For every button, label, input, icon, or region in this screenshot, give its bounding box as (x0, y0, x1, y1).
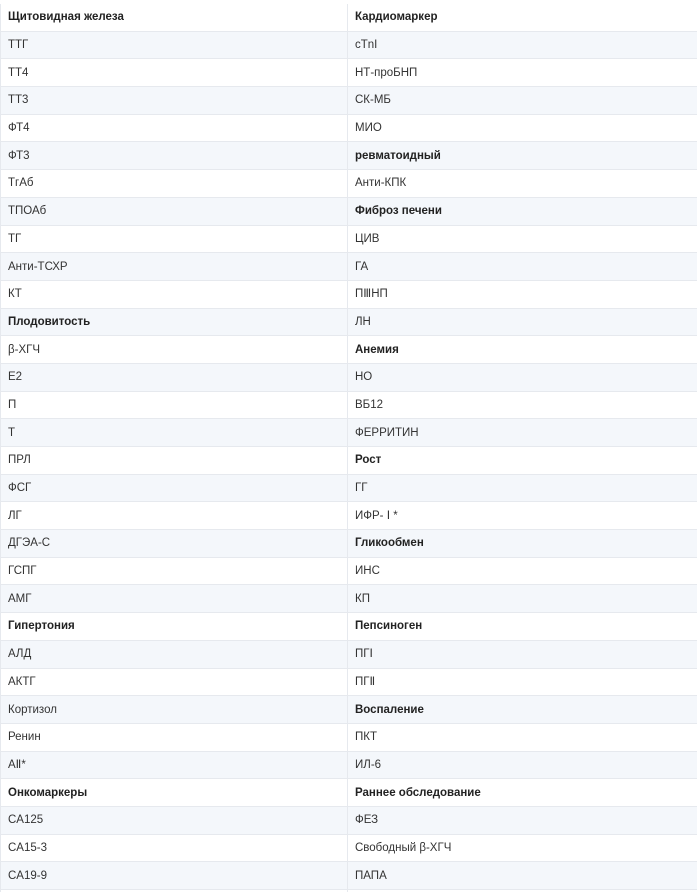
left-cell (1, 170, 348, 198)
right-cell (348, 4, 697, 31)
table-row (1, 225, 697, 253)
left-cell (1, 723, 348, 751)
right-cell (348, 834, 697, 862)
marker-label: НТ-проБНП (355, 66, 418, 79)
category-heading: Рост (355, 454, 382, 467)
table-row (1, 87, 697, 115)
right-cell (348, 723, 697, 751)
table-row (1, 474, 697, 502)
marker-label: ФТ3 (8, 149, 30, 162)
category-heading: Плодовитость (8, 315, 91, 328)
marker-label: cTnI (355, 39, 378, 52)
left-cell (1, 59, 348, 87)
marker-label: ФЕРРИТИН (355, 426, 419, 439)
marker-label: ЛГ (8, 509, 22, 522)
right-cell (348, 779, 697, 807)
marker-label: ПРЛ (8, 454, 31, 467)
table-row (1, 779, 697, 807)
table-row (1, 557, 697, 585)
left-cell (1, 640, 348, 668)
left-cell (1, 751, 348, 779)
table-row (1, 419, 697, 447)
table-row (1, 59, 697, 87)
category-heading: ревматоидный (355, 149, 441, 162)
right-cell (348, 363, 697, 391)
table-row (1, 4, 697, 31)
right-cell (348, 751, 697, 779)
table-row (1, 280, 697, 308)
table-row (1, 253, 697, 281)
table-row (1, 668, 697, 696)
right-cell (348, 502, 697, 530)
marker-label: ПⅢНП (355, 288, 388, 301)
marker-label: НО (355, 371, 373, 384)
left-cell (1, 280, 348, 308)
table-row (1, 363, 697, 391)
left-cell (1, 419, 348, 447)
marker-label: ТгАб (8, 177, 34, 190)
right-cell (348, 114, 697, 142)
markers-table-body (1, 4, 697, 892)
right-cell (348, 447, 697, 475)
left-cell (1, 530, 348, 558)
markers-table (0, 4, 697, 892)
marker-label: ФСГ (8, 482, 32, 495)
right-cell (348, 696, 697, 724)
right-cell (348, 308, 697, 336)
right-cell (348, 280, 697, 308)
marker-label: ГА (355, 260, 369, 273)
marker-label: ВБ12 (355, 398, 384, 411)
right-cell (348, 806, 697, 834)
marker-label: П (8, 398, 17, 411)
marker-label: Кортизол (8, 703, 57, 716)
left-cell (1, 31, 348, 59)
table-row (1, 585, 697, 613)
left-cell (1, 391, 348, 419)
left-cell (1, 613, 348, 641)
marker-label: ТТ3 (8, 94, 29, 107)
category-heading: Раннее обследование (355, 786, 481, 799)
left-cell (1, 336, 348, 364)
category-heading: Фиброз печени (355, 205, 442, 218)
marker-label: ФЕЗ (355, 814, 379, 827)
table-row (1, 862, 697, 890)
marker-label: КТ (8, 288, 22, 301)
right-cell (348, 613, 697, 641)
left-cell (1, 308, 348, 336)
right-cell (348, 585, 697, 613)
left-cell (1, 142, 348, 170)
left-cell (1, 225, 348, 253)
right-cell (348, 391, 697, 419)
right-cell (348, 225, 697, 253)
marker-label: CA125 (8, 814, 44, 827)
category-heading: Гипертония (8, 620, 75, 633)
table-row (1, 723, 697, 751)
marker-label: ПАПА (355, 869, 387, 882)
category-heading: Гликообмен (355, 537, 424, 550)
marker-label: ТТГ (8, 39, 29, 52)
marker-label: ПГⅠ (355, 648, 373, 661)
right-cell (348, 640, 697, 668)
marker-label: ЦИВ (355, 232, 380, 245)
table-row (1, 834, 697, 862)
table-row (1, 170, 697, 198)
marker-label: Е2 (8, 371, 23, 384)
left-cell (1, 806, 348, 834)
right-cell (348, 31, 697, 59)
marker-label: β-ХГЧ (8, 343, 41, 356)
table-row (1, 31, 697, 59)
marker-label: ЛН (355, 315, 371, 328)
table-row (1, 114, 697, 142)
marker-label: ИФР- Ⅰ * (355, 509, 398, 522)
marker-label: ПГⅡ (355, 675, 376, 688)
right-cell (348, 862, 697, 890)
category-heading: Воспаление (355, 703, 424, 716)
marker-label: CA15-3 (8, 841, 47, 854)
marker-label: ТПОАб (8, 205, 47, 218)
category-heading: Щитовидная железа (8, 11, 124, 24)
left-cell (1, 696, 348, 724)
right-cell (348, 336, 697, 364)
category-heading: Кардиомаркер (355, 11, 438, 24)
table-row (1, 806, 697, 834)
right-cell (348, 197, 697, 225)
left-cell (1, 447, 348, 475)
marker-label: ПКТ (355, 731, 377, 744)
right-cell (348, 170, 697, 198)
table-row (1, 391, 697, 419)
right-cell (348, 557, 697, 585)
table-row (1, 197, 697, 225)
right-cell (348, 253, 697, 281)
marker-label: ДГЭА-С (8, 537, 51, 550)
left-cell (1, 834, 348, 862)
right-cell (348, 142, 697, 170)
marker-label: ИЛ-6 (355, 758, 382, 771)
left-cell (1, 585, 348, 613)
left-cell (1, 197, 348, 225)
marker-label: КП (355, 592, 370, 605)
marker-label: СК-МБ (355, 94, 391, 107)
left-cell (1, 114, 348, 142)
marker-label: Ренин (8, 731, 41, 744)
marker-label: Анти-КПК (355, 177, 407, 190)
left-cell (1, 862, 348, 890)
left-cell (1, 557, 348, 585)
marker-label: ГСПГ (8, 565, 37, 578)
marker-label: Свободный β-ХГЧ (355, 841, 452, 854)
marker-label: АКТГ (8, 675, 36, 688)
category-heading: Онкомаркеры (8, 786, 88, 799)
right-cell (348, 530, 697, 558)
table-row (1, 308, 697, 336)
right-cell (348, 419, 697, 447)
left-cell (1, 4, 348, 31)
table-row (1, 640, 697, 668)
marker-label: ГГ (355, 482, 368, 495)
table-row (1, 142, 697, 170)
left-cell (1, 363, 348, 391)
marker-label: ТГ (8, 232, 22, 245)
left-cell (1, 87, 348, 115)
marker-label: ИНС (355, 565, 380, 578)
marker-label: МИО (355, 122, 382, 135)
right-cell (348, 87, 697, 115)
marker-label: Т (8, 426, 16, 439)
table-row (1, 613, 697, 641)
category-heading: Анемия (355, 343, 399, 356)
marker-label: CA19-9 (8, 869, 47, 882)
marker-label: АМГ (8, 592, 32, 605)
marker-label: ТТ4 (8, 66, 29, 79)
table-row (1, 530, 697, 558)
left-cell (1, 474, 348, 502)
left-cell (1, 779, 348, 807)
marker-label: ФТ4 (8, 122, 30, 135)
left-cell (1, 253, 348, 281)
category-heading: Пепсиноген (355, 620, 423, 633)
marker-label: АЛД (8, 648, 32, 661)
table-row (1, 502, 697, 530)
right-cell (348, 668, 697, 696)
table-row (1, 696, 697, 724)
right-cell (348, 474, 697, 502)
table-row (1, 336, 697, 364)
table-row (1, 751, 697, 779)
table-row (1, 447, 697, 475)
marker-label: Анти-ТСХР (8, 260, 68, 273)
left-cell (1, 668, 348, 696)
left-cell (1, 502, 348, 530)
marker-label: AⅡ* (8, 758, 26, 771)
right-cell (348, 59, 697, 87)
